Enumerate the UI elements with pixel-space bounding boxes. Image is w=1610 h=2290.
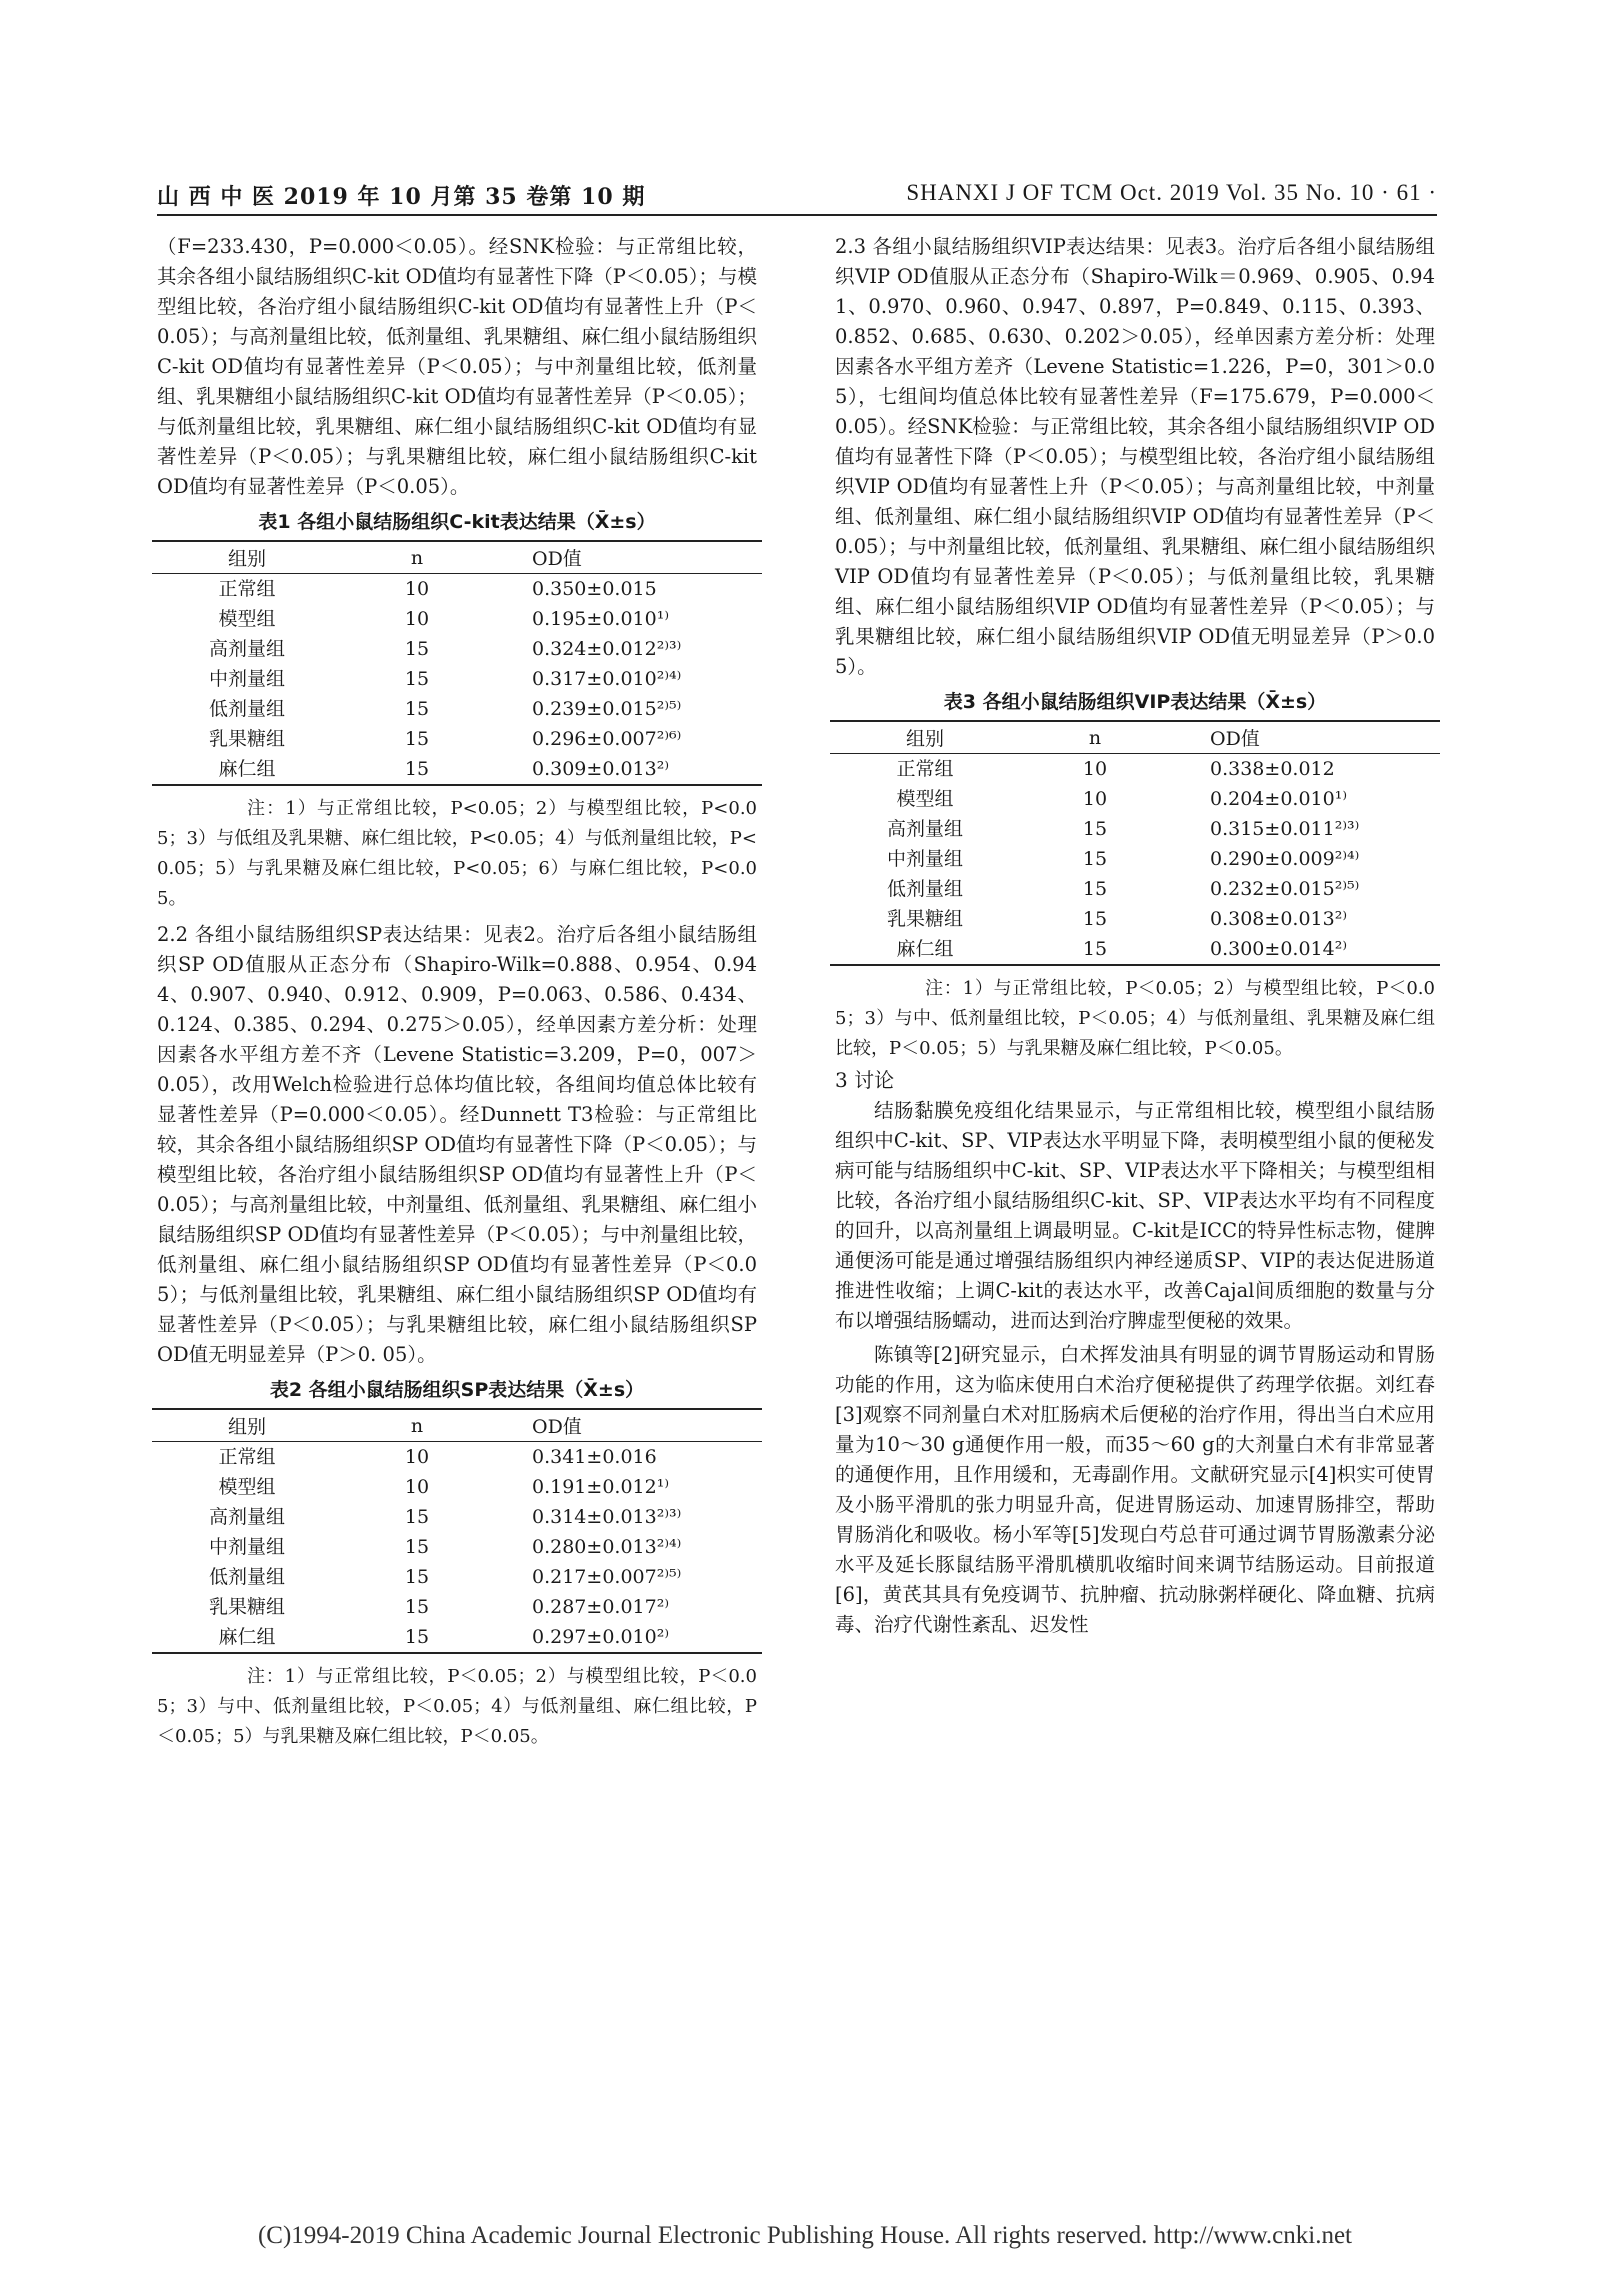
table-cell: 15	[342, 1622, 492, 1653]
table-cell: 0.239±0.015²⁾⁵⁾	[532, 698, 682, 720]
table-cell: 0.280±0.013²⁾⁴⁾	[532, 1536, 682, 1558]
table-cell: 10	[1082, 758, 1108, 780]
table-cell: 正常组	[896, 758, 954, 780]
table-header-cell: n	[342, 1409, 492, 1442]
table-cell: 15	[1020, 934, 1170, 965]
left-column	[157, 232, 757, 1752]
table-cell: 正常组	[218, 1446, 276, 1468]
table-header-cell: 组别	[830, 721, 1020, 754]
copyright-footer: (C)1994-2019 China Academic Journal Electronic Publishing House. All rights reserved. http://www.cnki.net	[257, 2222, 1353, 2249]
results-paragraph-sp: 2.2 各组小鼠结肠组织SP表达结果：见表2。治疗后各组小鼠结肠组织SP OD值服从正态分布（Shapiro-Wilk=0.888、0.954、0.944、0.907、0.940、0.912、0.909，P=0.063、0.586、0.434、0.124、0.385、0.294、0.275＞0.05），经单因素方差分析：处理因素各水平组方差不齐（Levene Statistic=3.209，P=0，007＞0.05），改用Welch检验进行总体均值比较，各组间均值总体比较有显著性差异（P=0.000＜0.05）。经Dunnett T3检验：与正常组比较，其余各组小鼠结肠组织SP OD值均有显著性下降（P＜0.05）；与模型组比较，各治疗组小鼠结肠组织SP OD值均有显著性上升（P＜0.05）；与高剂量组比较，中剂量组、低剂量组、乳果糖组、麻仁组小鼠结肠组织SP OD值均有显著性差异（P＜0.05）；与中剂量组比较，低剂量组、麻仁组小鼠结肠组织SP OD值均有显著性差异（P＜0.05）；与低剂量组比较，乳果糖组、麻仁组小鼠结肠组织SP OD值均有显著性差异（P＜0.05）；与乳果糖组比较，麻仁组小鼠结肠组织SP OD值无明显差异（P＞0. 05）。	[157, 923, 757, 1366]
table-cell: 0.315±0.011²⁾³⁾	[1210, 818, 1360, 840]
table-row	[152, 1532, 762, 1562]
table-cell: 15	[404, 1536, 430, 1558]
table-cell: 0.324±0.012²⁾³⁾	[532, 638, 682, 660]
table-cell: 麻仁组	[152, 754, 342, 785]
table-header-cell: OD值	[492, 541, 762, 574]
table-cell: 低剂量组	[208, 1566, 285, 1588]
table-row	[830, 844, 1440, 874]
table-row	[830, 814, 1440, 844]
table-cell: 0.338±0.012	[1210, 758, 1335, 780]
table-row	[152, 1622, 762, 1653]
table-cell: 10	[404, 1476, 430, 1498]
table-header-row	[152, 541, 762, 574]
table-cell: 15	[404, 1566, 430, 1588]
table-cell: 15	[404, 1596, 430, 1618]
table-row	[152, 1442, 762, 1473]
discussion-paragraph-2: 陈镇等[2]研究显示，白术挥发油具有明显的调节胃肠运动和胃肠功能的作用，这为临床使用白术治疗便秘提供了药理学依据。刘红春[3]观察不同剂量白术对肛肠病术后便秘的治疗作用，得出当白术应用量为10～30 g通便作用一般，而35～60 g的大剂量白术有非常显著的通便作用，且作用缓和，无毒副作用。文献研究显示[4]枳实可使胃及小肠平滑肌的张力明显升高，促进胃肠运动、加速胃肠排空，帮助胃肠消化和吸收。杨小军等[5]发现白芍总苷可通过调节胃肠激素分泌水平及延长豚鼠结肠平滑肌横肌收缩时间来调节结肠运动。目前报道[6]，黄芪其具有免疫调节、抗肿瘤、抗动脉粥样硬化、降血糖、抗病毒、治疗代谢性紊乱、迟发性	[835, 1343, 1435, 1636]
table-row	[830, 904, 1440, 934]
table-cell: 0.308±0.013²⁾	[1210, 908, 1347, 930]
table1-caption: 表1 各组小鼠结肠组织C-kit表达结果（X̄±s）	[258, 511, 656, 533]
table-cell: 高剂量组	[208, 638, 285, 660]
table-cell: 0.296±0.007²⁾⁶⁾	[532, 728, 682, 750]
table3	[830, 720, 1440, 966]
table-cell: 0.317±0.010²⁾⁴⁾	[532, 668, 682, 690]
table-row	[152, 634, 762, 664]
table-cell: 中剂量组	[208, 668, 285, 690]
results-paragraph-vip: 2.3 各组小鼠结肠组织VIP表达结果：见表3。治疗后各组小鼠结肠组织VIP OD值服从正态分布（Shapiro-Wilk＝0.969、0.905、0.941、0.970、0.960、0.947、0.897，P=0.849、0.115、0.393、0.852、0.685、0.630、0.202＞0.05），经单因素方差分析：处理因素各水平组方差齐（Levene Statistic=1.226，P=0，301＞0.05），七组间均值总体比较有显著性差异（F=175.679，P=0.000＜0.05）。经SNK检验：与正常组比较，其余各组小鼠结肠组织VIP OD值均有显著性下降（P＜0.05）；与模型组比较，各治疗组小鼠结肠组织VIP OD值均有显著性上升（P＜0.05）；与高剂量组比较，中剂量组、低剂量组、麻仁组小鼠结肠组织VIP OD值均有显著性差异（P＜0.05）；与中剂量组比较，低剂量组、乳果糖组、麻仁组小鼠结肠组织VIP OD值均有显著性差异（P＜0.05）；与低剂量组比较，乳果糖组、麻仁组小鼠结肠组织VIP OD值均有显著性差异（P＜0.05）；与乳果糖组比较，麻仁组小鼠结肠组织VIP OD值无明显差异（P＞0.05）。	[835, 235, 1435, 678]
table-cell: 高剂量组	[208, 1506, 285, 1528]
table-cell: 15	[1082, 878, 1108, 900]
table-cell: 0.309±0.013²⁾	[492, 754, 762, 785]
table-row	[152, 724, 762, 754]
table-cell: 0.300±0.014²⁾	[1170, 934, 1440, 965]
table-cell: 高剂量组	[886, 818, 963, 840]
header-rule	[157, 214, 1437, 216]
table-cell: 10	[404, 578, 430, 600]
table3-note: 注：1）与正常组比较，P＜0.05；2）与模型组比较，P＜0.05；3）与中、低剂量组比较，P＜0.05；4）与低剂量组、乳果糖及麻仁组比较，P＜0.05；5）与乳果糖及麻仁组比较，P＜0.05。	[835, 978, 1435, 1059]
table-row	[152, 1472, 762, 1502]
running-header	[157, 180, 1437, 214]
table-cell: 0.195±0.010¹⁾	[532, 608, 669, 630]
table-cell: 模型组	[218, 1476, 276, 1498]
table1	[152, 540, 762, 786]
table-cell: 0.297±0.010²⁾	[492, 1622, 762, 1653]
table2	[152, 1408, 762, 1654]
journal-header-left: 山 西 中 医 2019 年 10 月第 35 卷第 10 期	[157, 184, 646, 210]
table-header-cell: n	[1020, 721, 1170, 754]
table-cell: 乳果糖组	[886, 908, 963, 930]
table-cell: 15	[404, 728, 430, 750]
results-paragraph-ckit: （F=233.430，P=0.000＜0.05）。经SNK检验：与正常组比较，其余各组小鼠结肠组织C-kit OD值均有显著性下降（P＜0.05）；与模型组比较，各治疗组小鼠结肠组织C-kit OD值均有显著性上升（P＜0.05）；与高剂量组比较，低剂量组、乳果糖组、麻仁组小鼠结肠组织C-kit OD值均有显著性差异（P＜0.05）；与中剂量组比较，低剂量组、乳果糖组小鼠结肠组织C-kit OD值均有显著性差异（P＜0.05）；与低剂量组比较，乳果糖组、麻仁组小鼠结肠组织C-kit OD值均有显著性差异（P＜0.05）；与乳果糖组比较，麻仁组小鼠结肠组织C-kit OD值均有显著性差异（P＜0.05）。	[157, 235, 758, 498]
table-row	[830, 754, 1440, 785]
table-cell: 0.217±0.007²⁾⁵⁾	[532, 1566, 682, 1588]
table-cell: 中剂量组	[886, 848, 963, 870]
table-row	[152, 664, 762, 694]
table2-note: 注：1）与正常组比较，P＜0.05；2）与模型组比较，P＜0.05；3）与中、低剂量组比较，P＜0.05；4）与低剂量组、麻仁组比较，P＜0.05；5）与乳果糖及麻仁组比较，P＜0.05。	[157, 1666, 757, 1747]
table-cell: 0.314±0.013²⁾³⁾	[532, 1506, 682, 1528]
table-row	[152, 1592, 762, 1622]
discussion-paragraph-1: 结肠黏膜免疫组化结果显示，与正常组相比较，模型组小鼠结肠组织中C-kit、SP、VIP表达水平明显下降，表明模型组小鼠的便秘发病可能与结肠组织中C-kit、SP、VIP表达水平下降相关；与模型组相比较，各治疗组小鼠结肠组织C-kit、SP、VIP表达水平均有不同程度的回升，以高剂量组上调最明显。C-kit是ICC的特异性标志物，健脾通便汤可能是通过增强结肠组织内神经递质SP、VIP的表达促进肠道推进性收缩；上调C-kit的表达水平，改善Cajal间质细胞的数量与分布以增强结肠蠕动，进而达到治疗脾虚型便秘的效果。	[835, 1099, 1435, 1332]
table-cell: 15	[1082, 848, 1108, 870]
right-column	[835, 232, 1435, 1640]
table2-caption: 表2 各组小鼠结肠组织SP表达结果（X̄±s）	[269, 1379, 645, 1401]
table-row	[152, 1562, 762, 1592]
table-cell: 0.287±0.017²⁾	[532, 1596, 669, 1618]
table-header-cell: 组别	[152, 541, 342, 574]
table-cell: 低剂量组	[208, 698, 285, 720]
table-cell: 10	[404, 608, 430, 630]
table-header-cell: n	[342, 541, 492, 574]
table-cell: 0.341±0.016	[532, 1446, 657, 1468]
table-cell: 15	[404, 698, 430, 720]
table-header-row	[830, 721, 1440, 754]
table-header-cell: 组别	[152, 1409, 342, 1442]
table-cell: 麻仁组	[152, 1622, 342, 1653]
table-cell: 10	[404, 1446, 430, 1468]
table-row	[152, 754, 762, 785]
table-cell: 10	[1082, 788, 1108, 810]
table-header-cell: OD值	[492, 1409, 762, 1442]
table-cell: 麻仁组	[830, 934, 1020, 965]
table-cell: 15	[404, 668, 430, 690]
table-header-cell: OD值	[1170, 721, 1440, 754]
table-row	[152, 1502, 762, 1532]
table-row	[152, 694, 762, 724]
table-cell: 15	[1082, 818, 1108, 840]
table-cell: 模型组	[218, 608, 276, 630]
journal-header-right: SHANXI J OF TCM Oct. 2019 Vol. 35 No. 10 · 61 ·	[906, 180, 1437, 205]
table-cell: 乳果糖组	[208, 1596, 285, 1618]
section-heading-discussion: 3 讨论	[835, 1068, 895, 1092]
table-cell: 0.204±0.010¹⁾	[1210, 788, 1347, 810]
table-cell: 0.232±0.015²⁾⁵⁾	[1210, 878, 1360, 900]
table-cell: 15	[342, 754, 492, 785]
table-row	[830, 934, 1440, 965]
table-cell: 0.290±0.009²⁾⁴⁾	[1210, 848, 1360, 870]
table-row	[152, 574, 762, 605]
table-cell: 15	[404, 638, 430, 660]
table3-caption: 表3 各组小鼠结肠组织VIP表达结果（X̄±s）	[943, 691, 1327, 713]
table-cell: 中剂量组	[208, 1536, 285, 1558]
table-cell: 0.191±0.012¹⁾	[532, 1476, 669, 1498]
table-header-row	[152, 1409, 762, 1442]
table-row	[152, 604, 762, 634]
table-row	[830, 784, 1440, 814]
table-cell: 低剂量组	[886, 878, 963, 900]
table1-note: 注：1）与正常组比较，P<0.05；2）与模型组比较，P<0.05；3）与低组及乳果糖、麻仁组比较，P<0.05；4）与低剂量组比较，P<0.05；5）与乳果糖及麻仁组比较，P<0.05；6）与麻仁组比较，P<0.05。	[157, 798, 757, 909]
table-cell: 15	[1082, 908, 1108, 930]
table-cell: 15	[404, 1506, 430, 1528]
table-cell: 乳果糖组	[208, 728, 285, 750]
table-row	[830, 874, 1440, 904]
table-cell: 模型组	[896, 788, 954, 810]
table-cell: 0.350±0.015	[532, 578, 657, 600]
table-cell: 正常组	[218, 578, 276, 600]
